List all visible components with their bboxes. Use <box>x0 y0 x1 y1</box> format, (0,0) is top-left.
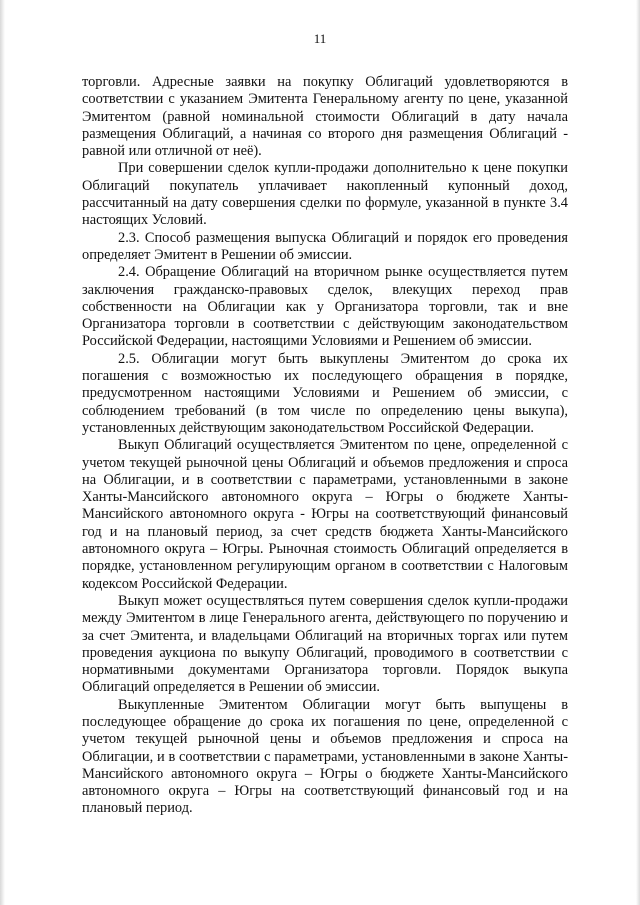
paragraph-continuation: торговли. Адресные заявки на покупку Облигаций удовлетворяются в соответствии с указанием Эмитента Генеральному агенту по цене, указанной Эмитентом (равной номинальной стоимости Облигаций в дату начала размещения Облигаций, а начиная со второго дня размещения Облигаций - равной или отличной от неё). <box>82 74 568 160</box>
paragraph-2-5: 2.5. Облигации могут быть выкуплены Эмитентом до срока их погашения с возможностью их последующего обращения в порядке, предусмотренном настоящими Условиями и Решением об эмиссии, с соблюдением требований (в том числе по определению цены выкупа), установленных действующим законодательством Российской Федерации. <box>82 350 568 436</box>
paragraph-reissue: Выкупленные Эмитентом Облигации могут быть выпущены в последующее обращение до срока их погашения по цене, определенной с учетом текущей рыночной цены и объемов предложения и спроса на Облигации, и в соответствии с параметрами, установленными в законе Ханты-Мансийского автономного округа – Югры о бюджете Ханты-Мансийского автономного округа – Югры на соответствующий финансовый год и на плановый период. <box>82 696 568 817</box>
scan-edge-left <box>0 0 5 905</box>
paragraph-2-3: 2.3. Способ размещения выпуска Облигаций и порядок его проведения определяет Эмитент в Решении об эмиссии. <box>82 229 568 263</box>
page-number: 11 <box>313 31 327 46</box>
paragraph-2-4: 2.4. Обращение Облигаций на вторичном рынке осуществляется путем заключения гражданско-правовых сделок, влекущих переход прав собственности на Облигации как у Организатора торговли, так и вне Организатора торговли в соответствии с действующим законодательством Российской Федерации, настоящими Условиями и Решением об эмиссии. <box>82 264 568 350</box>
paragraph-coupon-income: При совершении сделок купли-продажи дополнительно к цене покупки Облигаций покупатель уплачивает накопленный купонный доход, рассчитанный на дату совершения сделки по формуле, указанной в пункте 3.4 настоящих Условий. <box>82 160 568 229</box>
document-body <box>82 74 568 818</box>
paragraph-buyback-method: Выкуп может осуществляться путем совершения сделок купли-продажи между Эмитентом в лице Генерального агента, действующего по поручению и за счет Эмитента, и владельцами Облигаций на вторичных торгах или путем проведения аукциона по выкупу Облигаций, проводимого в соответствии с нормативными документами Организатора торговли. Порядок выкупа Облигаций определяется в Решении об эмиссии. <box>82 592 568 696</box>
scan-edge-right <box>636 0 640 905</box>
paragraph-buyback-price: Выкуп Облигаций осуществляется Эмитентом по цене, определенной с учетом текущей рыночной цены Облигаций и объемов предложения и спроса на Облигации, и в соответствии с параметрами, установленными в законе Ханты-Мансийского автономного округа – Югры о бюджете Ханты-Мансийского автономного округа - Югры на соответствующий финансовый год и на плановый период, за счет средств бюджета Ханты-Мансийского автономного округа – Югры. Рыночная стоимость Облигаций определяется в порядке, установленном регулирующим органом в соответствии с Налоговым кодексом Российской Федерации. <box>82 437 568 592</box>
